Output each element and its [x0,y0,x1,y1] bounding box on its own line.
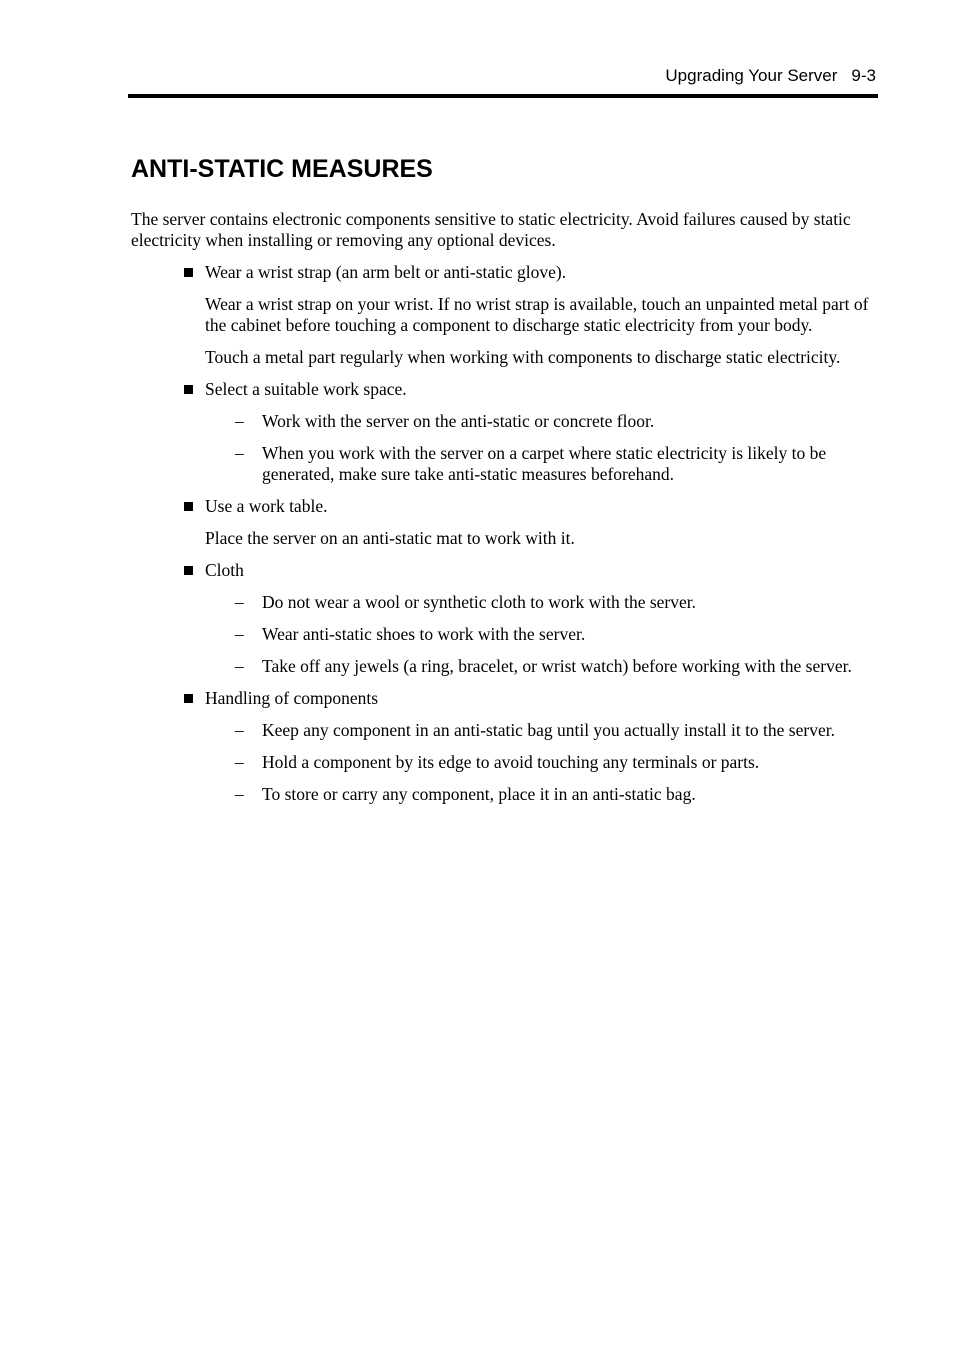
page-title: ANTI-STATIC MEASURES [131,155,433,183]
square-bullet-icon [184,694,193,703]
header-page-number: 9-3 [851,66,876,85]
page-header [128,64,878,98]
dash-marker: – [235,443,244,463]
dash-item-text: Work with the server on the anti-static or concrete floor. [262,411,655,431]
bullet-label: Select a suitable work space. [205,379,407,399]
bullet-item [131,379,871,400]
bullet-paragraph: Touch a metal part regularly when working with components to discharge static electricity. [205,347,841,367]
square-bullet-icon [184,385,193,394]
dash-list-item [131,784,871,805]
dash-item-text: When you work with the server on a carpet where static electricity is likely to be generated, make sure take anti-static measures beforehand. [262,443,827,484]
dash-marker: – [235,720,244,740]
bullet-item [131,560,871,581]
square-bullet-icon [184,268,193,277]
bullet-label: Wear a wrist strap (an arm belt or anti-static glove). [205,262,567,282]
bullet-item [131,496,871,517]
bullet-item [131,688,871,709]
dash-list-item [131,592,871,613]
dash-list-item [131,624,871,645]
dash-item-text: Wear anti-static shoes to work with the server. [262,624,586,644]
bullet-paragraph: Place the server on an anti-static mat to work with it. [205,528,575,548]
square-bullet-icon [184,502,193,511]
dash-marker: – [235,592,244,612]
dash-marker: – [235,784,244,804]
header-rule [128,94,878,98]
bullet-label: Use a work table. [205,496,328,516]
dash-item-text: Do not wear a wool or synthetic cloth to work with the server. [262,592,696,612]
bullet-label: Handling of components [205,688,379,708]
running-header [665,66,876,86]
bullet-paragraph: Wear a wrist strap on your wrist. If no wrist strap is available, touch an unpainted metal part of the cabinet before touching a component to discharge static electricity from your body. [205,294,869,335]
dash-list-item [131,656,871,677]
bullet-label: Cloth [205,560,244,580]
dash-marker: – [235,752,244,772]
header-section-title: Upgrading Your Server [665,66,838,85]
dash-list-item [131,752,871,773]
dash-marker: – [235,624,244,644]
dash-item-text: Take off any jewels (a ring, bracelet, or wrist watch) before working with the server. [262,656,852,676]
bullet-item [131,262,871,283]
dash-item-text: To store or carry any component, place it in an anti-static bag. [262,784,696,804]
intro-paragraph: The server contains electronic components sensitive to static electricity. Avoid failures caused by static electricity when installing or removing any optional devices. [131,209,851,250]
dash-list-item [131,411,871,432]
square-bullet-icon [184,566,193,575]
dash-item-text: Hold a component by its edge to avoid touching any terminals or parts. [262,752,760,772]
dash-list-item [131,720,871,741]
dash-marker: – [235,411,244,431]
dash-marker: – [235,656,244,676]
page-body [131,209,871,816]
dash-item-text: Keep any component in an anti-static bag until you actually install it to the server. [262,720,835,740]
dash-list-item [131,443,871,485]
